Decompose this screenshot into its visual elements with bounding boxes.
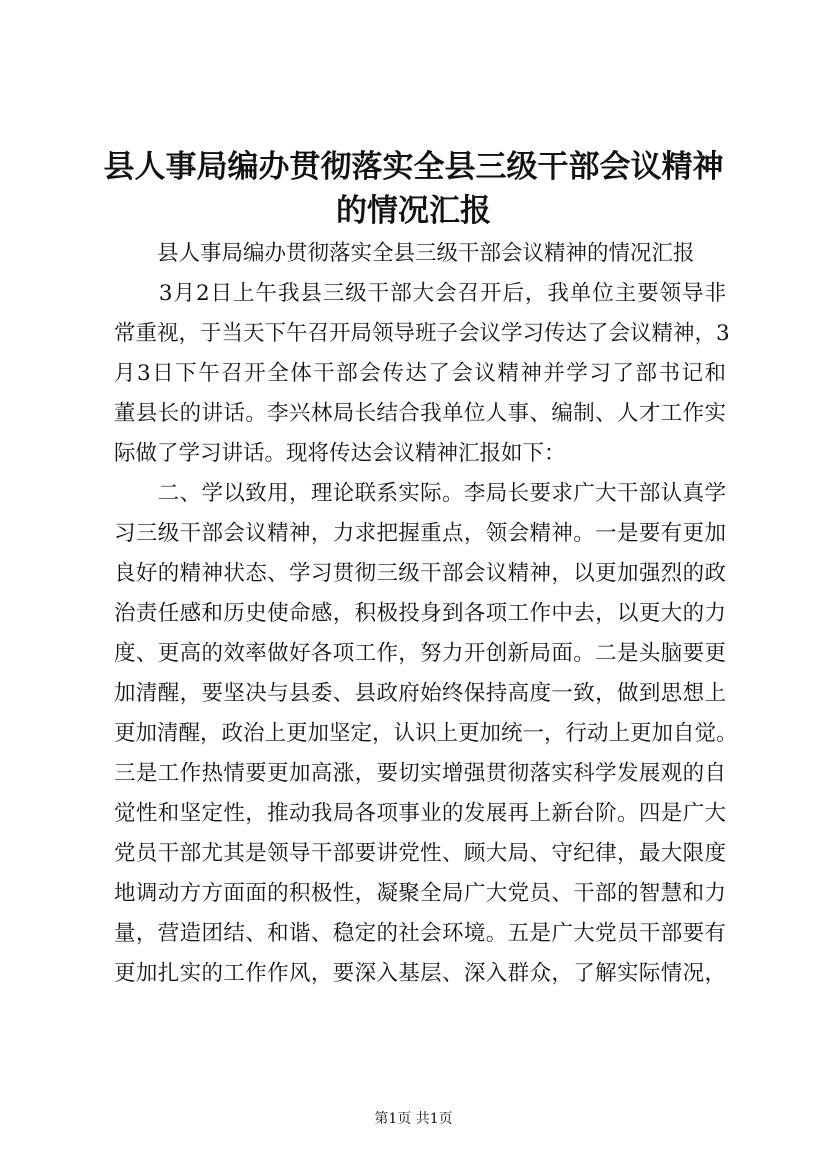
body-line: 量，营造团结、和谐、稳定的社会环境。五是广大党员干部要有: [114, 921, 726, 946]
body-line: 董县长的讲话。李兴林局长结合我单位人事、编制、人才工作实: [114, 401, 726, 426]
body-line: 县人事局编办贯彻落实全县三级干部会议精神的情况汇报: [114, 241, 695, 266]
body-line: 治责任感和历史使命感，积极投身到各项工作中去，以更大的力: [114, 601, 726, 626]
body-line: 觉性和坚定性，推动我局各项事业的发展再上新台阶。四是广大: [114, 801, 726, 826]
body-line: 二、学以致用，理论联系实际。李局长要求广大干部认真学: [114, 481, 726, 506]
body-line: 三是工作热情要更加高涨，要切实增强贯彻落实科学发展观的自: [114, 761, 726, 786]
body-line: 加清醒，要坚决与县委、县政府始终保持高度一致，做到思想上: [114, 681, 726, 706]
body-line: 良好的精神状态、学习贯彻三级干部会议精神，以更加强烈的政: [114, 561, 726, 586]
body-line: 更加扎实的工作作风，要深入基层、深入群众，了解实际情况，: [114, 961, 726, 986]
body-line: 地调动方方面面的积极性，凝聚全局广大党员、干部的智慧和力: [114, 881, 726, 906]
document-body: [114, 240, 738, 1000]
body-line: 度、更高的效率做好各项工作，努力开创新局面。二是头脑要更: [114, 641, 726, 666]
body-line: 习三级干部会议精神，力求把握重点，领会精神。一是要有更加: [114, 521, 726, 546]
title-line-2: 的情况汇报: [336, 193, 491, 229]
document-title: [100, 145, 727, 233]
body-line: 更加清醒，政治上更加坚定，认识上更加统一，行动上更加自觉。: [114, 721, 738, 746]
page-footer: 第1页 共1页: [374, 1111, 453, 1127]
body-line: 常重视，于当天下午召开局领导班子会议学习传达了会议精神，3: [114, 321, 730, 346]
body-line: 际做了学习讲话。现将传达会议精神汇报如下：: [114, 441, 566, 466]
body-line: 月3日下午召开全体干部会传达了会议精神并学习了部书记和: [114, 361, 726, 386]
title-line-1: 县人事局编办贯彻落实全县三级干部会议精神: [103, 149, 724, 185]
body-line: 3月2日上午我县三级干部大会召开后，我单位主要领导非: [114, 281, 726, 306]
body-line: 党员干部尤其是领导干部要讲党性、顾大局、守纪律，最大限度: [114, 841, 726, 866]
